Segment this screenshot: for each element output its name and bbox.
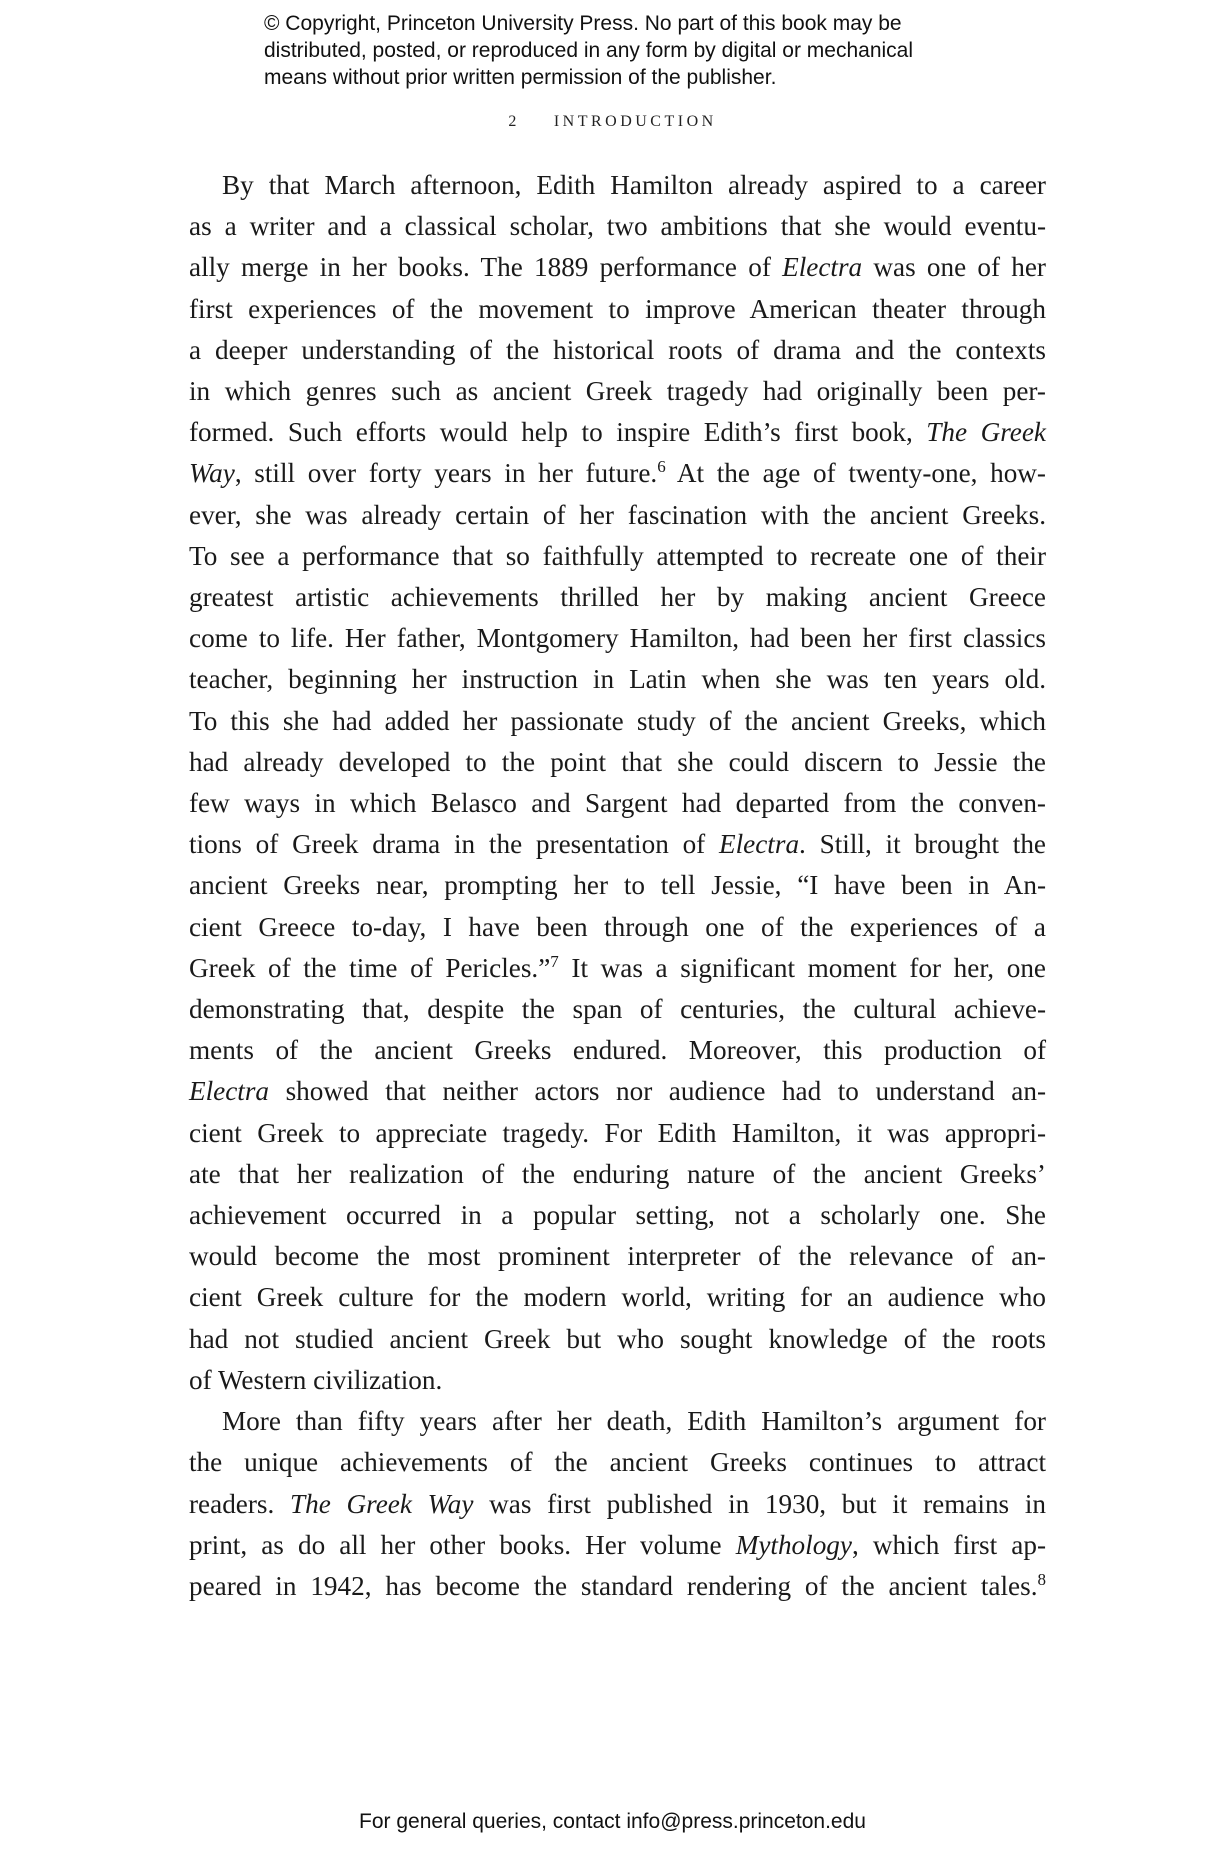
- body-line: come to life. Her father, Montgomery Hamilton, had been her first classics: [189, 623, 1046, 654]
- body-line: peared in 1942, has become the standard rendering of the ancient tales.$^8$: [189, 1569, 1046, 1601]
- footnote-marker: 6: [657, 457, 666, 477]
- page-body: [189, 165, 1046, 1607]
- body-line: cient Greek to appreciate tragedy. For Edith Hamilton, it was appropri-: [189, 1117, 1046, 1148]
- italic-title: Mythology: [735, 1529, 852, 1560]
- copyright-line: © Copyright, Princeton University Press. No part of this book may be: [264, 12, 902, 35]
- running-head: [0, 113, 1225, 131]
- copyright-notice: [264, 10, 984, 91]
- footer-contact: For general queries, contact info@press.princeton.edu: [359, 1810, 866, 1833]
- italic-title: The Greek: [926, 417, 1046, 448]
- body-line: achievement occurred in a popular setting, not a scholarly one. She: [189, 1200, 1046, 1231]
- body-line: had not studied ancient Greek but who sought knowledge of the roots: [189, 1323, 1046, 1354]
- body-line: teacher, beginning her instruction in Latin when she was ten years old.: [189, 664, 1046, 695]
- body-line: ancient Greeks near, prompting her to tell Jessie, “I have been in An-: [189, 870, 1046, 901]
- italic-title: Electra: [719, 829, 800, 860]
- body-line: ments of the ancient Greeks endured. Moreover, this production of: [189, 1035, 1046, 1066]
- page-number: 2: [508, 113, 517, 130]
- footnote-marker: 7: [550, 951, 559, 971]
- body-line: ate that her realization of the enduring nature of the ancient Greeks’: [189, 1158, 1046, 1189]
- body-line: cient Greece to-day, I have been through one of the experiences of a: [189, 911, 1046, 942]
- body-line: ally merge in her books. The 1889 performance of Electra was one of her: [189, 252, 1046, 283]
- body-line: print, as do all her other books. Her volume Mythology, which first ap-: [189, 1529, 1046, 1560]
- copyright-line: means without prior written permission of the publisher.: [264, 66, 777, 89]
- body-line: would become the most prominent interpreter of the relevance of an-: [189, 1241, 1046, 1272]
- body-line: More than fifty years after her death, Edith Hamilton’s argument for: [222, 1406, 1046, 1437]
- body-line: readers. The Greek Way was first published in 1930, but it remains in: [189, 1488, 1046, 1519]
- body-line: few ways in which Belasco and Sargent had departed from the conven-: [189, 788, 1046, 819]
- body-line: formed. Such efforts would help to inspire Edith’s first book, The Greek: [189, 417, 1046, 448]
- body-line: Way, still over forty years in her future.$^6$ At the age of twenty-one, how-: [189, 457, 1046, 489]
- body-line: Greek of the time of Pericles.”$^7$ It was a significant moment for her, one: [189, 951, 1046, 983]
- body-line: of Western civilization.: [189, 1364, 443, 1395]
- body-line: cient Greek culture for the modern world, writing for an audience who: [189, 1282, 1046, 1313]
- body-line: By that March afternoon, Edith Hamilton already aspired to a career: [222, 170, 1046, 200]
- body-line: tions of Greek drama in the presentation of Electra. Still, it brought the: [189, 829, 1047, 860]
- body-line: first experiences of the movement to improve American theater through: [189, 293, 1046, 324]
- body-line: Electra showed that neither actors nor audience had to understand an-: [189, 1076, 1046, 1107]
- body-line: To this she had added her passionate study of the ancient Greeks, which: [189, 705, 1046, 736]
- body-line: ever, she was already certain of her fascination with the ancient Greeks.: [189, 499, 1046, 530]
- body-line: greatest artistic achievements thrilled her by making ancient Greece: [189, 582, 1046, 613]
- italic-title: Way: [189, 458, 235, 489]
- body-line: demonstrating that, despite the span of centuries, the cultural achieve-: [189, 994, 1046, 1025]
- body-line: To see a performance that so faithfully attempted to recreate one of their: [189, 540, 1046, 571]
- body-line: in which genres such as ancient Greek tragedy had originally been per-: [189, 376, 1046, 407]
- italic-title: The Greek Way: [290, 1488, 474, 1519]
- italic-title: Electra: [782, 252, 863, 283]
- footnote-marker: 8: [1037, 1569, 1046, 1589]
- body-line: a deeper understanding of the historical roots of drama and the contexts: [189, 334, 1046, 365]
- running-head-title: INTRODUCTION: [553, 113, 717, 130]
- body-line: had already developed to the point that she could discern to Jessie the: [189, 746, 1046, 777]
- italic-title: Electra: [189, 1076, 270, 1107]
- copyright-line: distributed, posted, or reproduced in any form by digital or mechanical: [264, 39, 914, 62]
- body-line: the unique achievements of the ancient Greeks continues to attract: [189, 1447, 1046, 1478]
- body-line: as a writer and a classical scholar, two ambitions that she would eventu-: [189, 211, 1046, 242]
